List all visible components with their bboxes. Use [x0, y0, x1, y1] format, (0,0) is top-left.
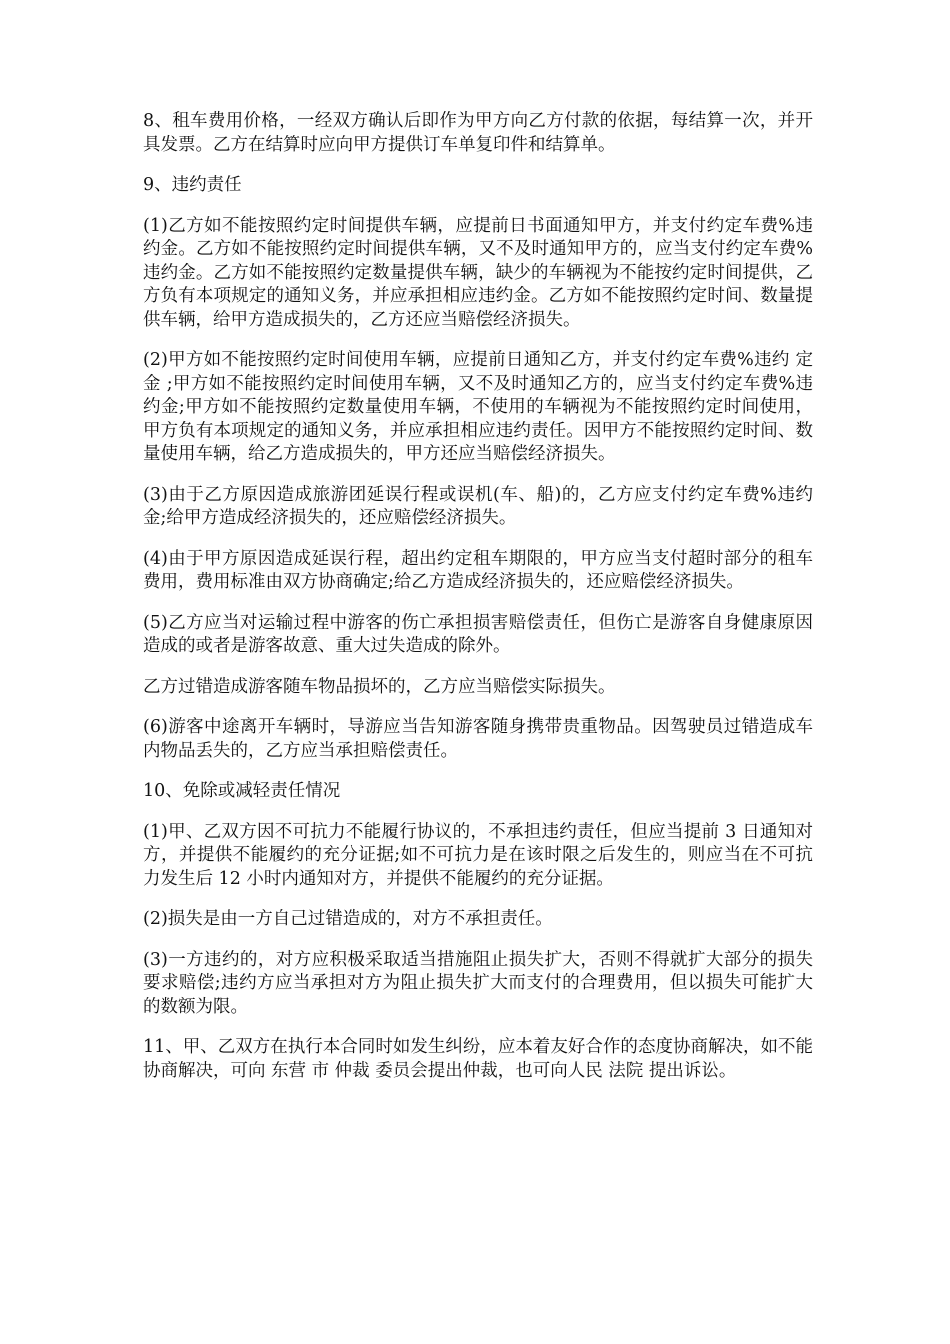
- document-body: [143, 110, 813, 1100]
- paragraph-dispute-resolution: 11、甲、乙双方在执行本合同时如发生纠纷，应本着友好合作的态度协商解决，如不能协商解决，可向 东营 市 仲裁 委员会提出仲裁，也可向人民 法院 提出诉讼。: [143, 1037, 813, 1081]
- paragraph-exemption-3: (3)一方违约的，对方应积极采取适当措施阻止损失扩大，否则不得就扩大部分的损失要求赔偿;违约方应当承担对方为阻止损失扩大而支付的合理费用，但以损失可能扩大的数额为限。: [143, 949, 813, 1017]
- section-heading-breach-liability: 9、违约责任: [143, 175, 242, 195]
- section-heading-exemption: 10、免除或减轻责任情况: [143, 781, 341, 801]
- paragraph-breach-5-continued: 乙方过错造成游客随车物品损坏的，乙方应当赔偿实际损失。: [143, 676, 616, 697]
- paragraph-breach-3: (3)由于乙方原因造成旅游团延误行程或误机(车、船)的，乙方应支付约定车费%违约金;给甲方造成经济损失的，还应赔偿经济损失。: [143, 484, 813, 528]
- paragraph-breach-6: (6)游客中途离开车辆时，导游应当告知游客随身携带贵重物品。因驾驶员过错造成车内物品丢失的，乙方应当承担赔偿责任。: [143, 717, 813, 761]
- paragraph-breach-4: (4)由于甲方原因造成延误行程，超出约定租车期限的，甲方应当支付超时部分的租车费用，费用标准由双方协商确定;给乙方造成经济损失的，还应赔偿经济损失。: [143, 548, 813, 592]
- paragraph-breach-1: (1)乙方如不能按照约定时间提供车辆，应提前日书面通知甲方，并支付约定车费%违约金。乙方如不能按照约定时间提供车辆，又不及时通知甲方的，应当支付约定车费%违约金。乙方如不能按照约定数量提供车辆，缺少的车辆视为不能按约定时间提供，乙方负有本项规定的通知义务，并应承担相应违约金。乙方如不能按照约定时间、数量提供车辆，给甲方造成损失的，乙方还应当赔偿经济损失。: [143, 215, 813, 330]
- paragraph-breach-2: (2)甲方如不能按照约定时间使用车辆，应提前日通知乙方，并支付约定车费%违约 定金 ;甲方如不能按照约定时间使用车辆，又不及时通知乙方的，应当支付约定车费%违约金;甲方如不能按照约定数量使用车辆，不使用的车辆视为不能按照约定时间使用，甲方负有本项规定的通知义务，并应承担相应违约责任。因甲方不能按照约定时间、数量使用车辆，给乙方造成损失的，甲方还应当赔偿经济损失。: [143, 350, 813, 464]
- paragraph-exemption-1: (1)甲、乙双方因不可抗力不能履行协议的，不承担违约责任，但应当提前 3 日通知对方，并提供不能履约的充分证据;如不可抗力是在该时限之后发生的，则应当在不可抗力发生后 12 小时内通知对方，并提供不能履约的充分证据。: [143, 821, 813, 889]
- paragraph-breach-5: (5)乙方应当对运输过程中游客的伤亡承担损害赔偿责任，但伤亡是游客自身健康原因造成的或者是游客故意、重大过失造成的除外。: [143, 612, 813, 656]
- paragraph-exemption-2: (2)损失是由一方自己过错造成的，对方不承担责任。: [143, 909, 553, 929]
- paragraph-rental-price: 8、租车费用价格，一经双方确认后即作为甲方向乙方付款的依据，每结算一次，并开具发票。乙方在结算时应向甲方提供订车单复印件和结算单。: [143, 111, 813, 155]
